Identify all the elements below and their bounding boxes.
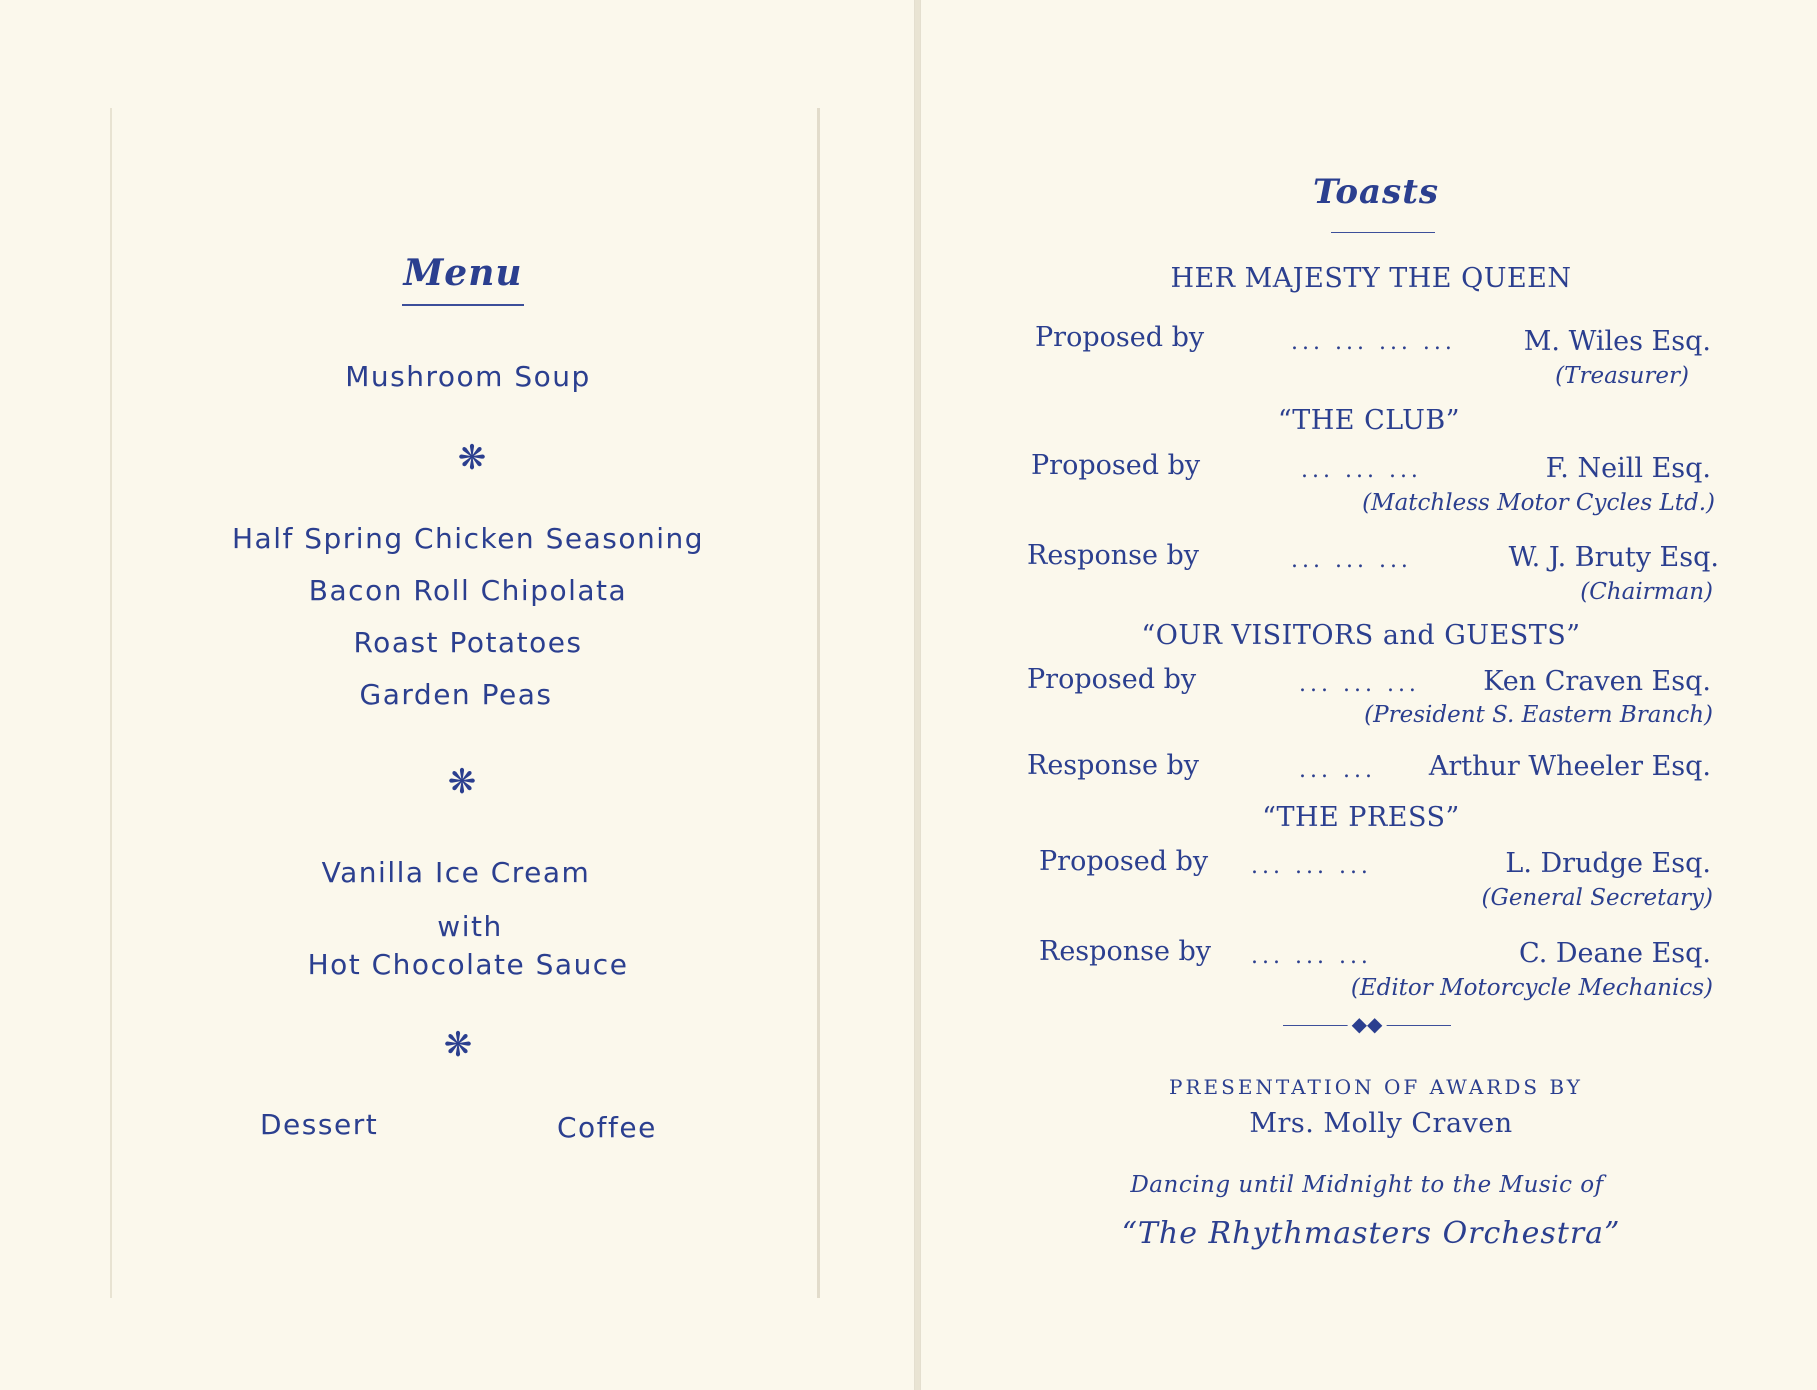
toasts-page — [920, 0, 1817, 1390]
menu-item: Roast Potatoes — [353, 626, 583, 659]
toast-name: F. Neill Esq. — [1545, 453, 1711, 484]
toast-label: Proposed by — [1027, 664, 1197, 695]
menu-item: Garden Peas — [359, 678, 553, 711]
menu-item: Vanilla Ice Cream — [321, 856, 591, 889]
toast-name: Arthur Wheeler Esq. — [1428, 751, 1711, 782]
menu-item: with — [437, 910, 503, 943]
toast-dots: ... ... ... — [1299, 672, 1420, 697]
toast-role: (Matchless Motor Cycles Ltd.) — [1362, 490, 1715, 516]
toast-name: W. J. Bruty Esq. — [1508, 542, 1719, 573]
toast-label: Response by — [1027, 750, 1200, 781]
toast-heading: “THE PRESS” — [1262, 802, 1460, 833]
menu-title: Menu — [403, 252, 523, 294]
menu-item-dessert: Dessert — [260, 1108, 379, 1141]
awards-presenter: Mrs. Molly Craven — [1249, 1108, 1513, 1139]
toast-label: Proposed by — [1035, 322, 1205, 353]
ornament-icon: ❋ — [443, 1025, 473, 1065]
toast-label: Proposed by — [1039, 846, 1209, 877]
toast-role: (Editor Motorcycle Mechanics) — [1350, 975, 1713, 1001]
toast-heading: HER MAJESTY THE QUEEN — [1170, 263, 1572, 294]
toast-dots: ... ... — [1299, 758, 1376, 783]
toast-label: Proposed by — [1031, 450, 1201, 481]
menu-item: Half Spring Chicken Seasoning — [232, 522, 704, 555]
ornament-icon: ❋ — [447, 762, 477, 802]
menu-item-coffee: Coffee — [557, 1111, 657, 1144]
toast-role: (Treasurer) — [1555, 363, 1689, 389]
toasts-title: Toasts — [1312, 172, 1440, 212]
toast-role: (Chairman) — [1580, 579, 1713, 605]
toasts-title-underline — [1331, 232, 1435, 233]
toast-dots: ... ... ... — [1251, 854, 1372, 879]
toast-name: Ken Craven Esq. — [1483, 666, 1711, 697]
dancing-line: Dancing until Midnight to the Music of — [1130, 1172, 1604, 1198]
toast-heading: “OUR VISITORS and GUESTS” — [1141, 620, 1581, 651]
toast-dots: ... ... ... — [1291, 548, 1412, 573]
toast-heading: “THE CLUB” — [1277, 405, 1461, 436]
toast-role: (President S. Eastern Branch) — [1364, 702, 1713, 728]
ornament-icon: ❋ — [457, 438, 487, 478]
toast-label: Response by — [1027, 540, 1200, 571]
menu-item: Mushroom Soup — [345, 360, 591, 393]
orchestra-name: “The Rhythmasters Orchestra” — [1121, 1216, 1621, 1251]
toast-dots: ... ... ... ... — [1291, 330, 1456, 355]
menu-item: Bacon Roll Chipolata — [308, 574, 628, 607]
toast-dots: ... ... ... — [1301, 458, 1422, 483]
menu-title-underline — [402, 304, 524, 306]
toast-name: M. Wiles Esq. — [1523, 326, 1711, 357]
toast-label: Response by — [1039, 936, 1212, 967]
awards-heading: PRESENTATION OF AWARDS BY — [1169, 1075, 1583, 1099]
toast-dots: ... ... ... — [1251, 944, 1372, 969]
menu-item: Hot Chocolate Sauce — [307, 948, 629, 981]
divider-ornament-icon: ◆◆ — [1348, 1012, 1387, 1036]
toast-name: L. Drudge Esq. — [1505, 848, 1711, 879]
toast-role: (General Secretary) — [1481, 885, 1713, 911]
toast-name: C. Deane Esq. — [1519, 938, 1711, 969]
